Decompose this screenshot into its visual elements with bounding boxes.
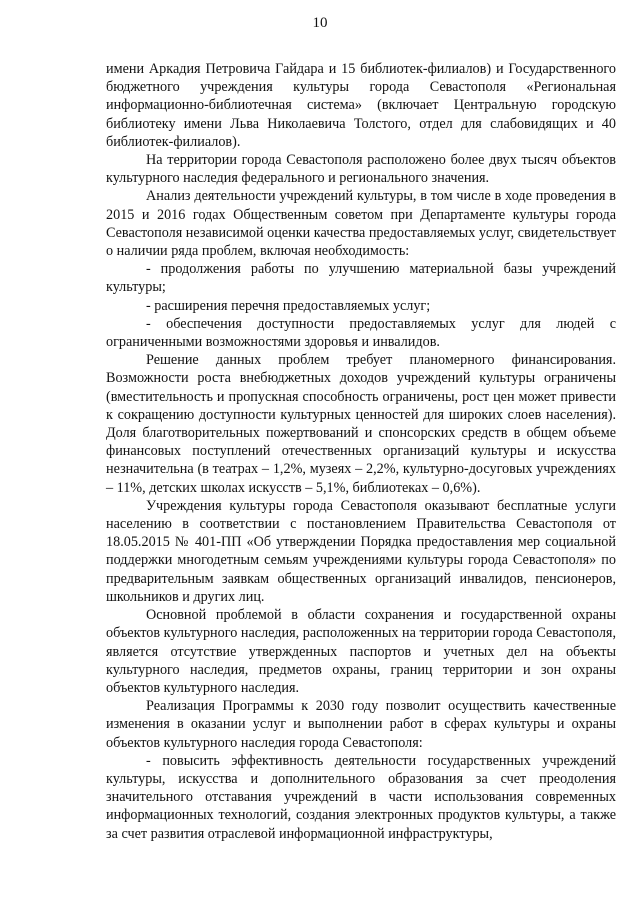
paragraph-libraries-continued: имени Аркадия Петровича Гайдара и 15 библиотек-филиалов) и Государственного бюджетного учреждения культуры города Севастополя «Региональная информационно-библиотечная система» (включает Центральную городскую библиотеку имени Льва Николаевича Толстого, отдел для слабовидящих и 40 библиотек-филиалов). — [106, 61, 616, 150]
paragraph-heritage-objects: На территории города Севастополя расположено более двух тысяч объектов культурного наследия федерального и регионального значения. — [106, 152, 616, 187]
list-item-efficiency: - повысить эффективность деятельности государственных учреждений культуры, искусства и дополнительного образования за счет преодоления значительного отставания учреждений в части использования современных информационных технологий, создания электронных продуктов культуры, а также за счет развития отраслевой информационной инфраструктуры, — [106, 752, 616, 842]
paragraph-program-2030: Реализация Программы к 2030 году позволит осуществить качественные изменения в оказании услуг и выполнении работ в сферах культуры и охраны объектов культурного наследия города Севастополя: — [106, 698, 616, 751]
page-number: 10 — [312, 15, 328, 31]
list-item-accessibility: - обеспечения доступности предоставляемых услуг для людей с ограниченными возможностями здоровья и инвалидов. — [106, 315, 616, 351]
paragraph-heritage-problem: Основной проблемой в области сохранения и государственной охраны объектов культурного наследия, расположенных на территории города Севастополя, является отсутствие утвержденных паспортов и учетных дел на объекты культурного наследия, предметов охраны, границ территории и зон охраны объектов культурного наследия. — [106, 607, 616, 696]
paragraph-analysis: Анализ деятельности учреждений культуры, в том числе в ходе проведения в 2015 и 2016 годах Общественным советом при Департаменте культуры города Севастополя независимой оценки качества предоставляемых услуг, свидетельствует о наличии ряда проблем, включая необходимость: — [106, 188, 616, 260]
list-item-material-base: - продолжения работы по улучшению материальной базы учреждений культуры; — [106, 261, 616, 296]
document-body — [106, 60, 616, 843]
paragraph-financing: Решение данных проблем требует планомерного финансирования. Возможности роста внебюджетных доходов учреждений культуры ограничены (вместительность и пропускная способность ограничены, рост цен может привести к сокращению доступности культурных ценностей для широких слоев населения). Доля благотворительных пожертвований и спонсорских средств в общем объеме финансовых поступлений отечественных организаций культуры и искусства незначительна (в театрах – 1,2%, музеях – 2,2%, культурно-досуговых учреждениях – 11%, детских школах искусств – 5,1%, библиотеках – 0,6%). — [106, 352, 616, 496]
paragraph-free-services: Учреждения культуры города Севастополя оказывают бесплатные услуги населению в соответствии с постановлением Правительства Севастополя от 18.05.2015 № 401-ПП «Об утверждении Порядка предоставления мер социальной поддержки многодетным семьям учреждениями культуры города Севастополя» по предварительным заявкам общественных организаций инвалидов, пенсионеров, школьников и других лиц. — [106, 497, 616, 605]
list-item-services-expansion: - расширения перечня предоставляемых услуг; — [146, 297, 431, 314]
